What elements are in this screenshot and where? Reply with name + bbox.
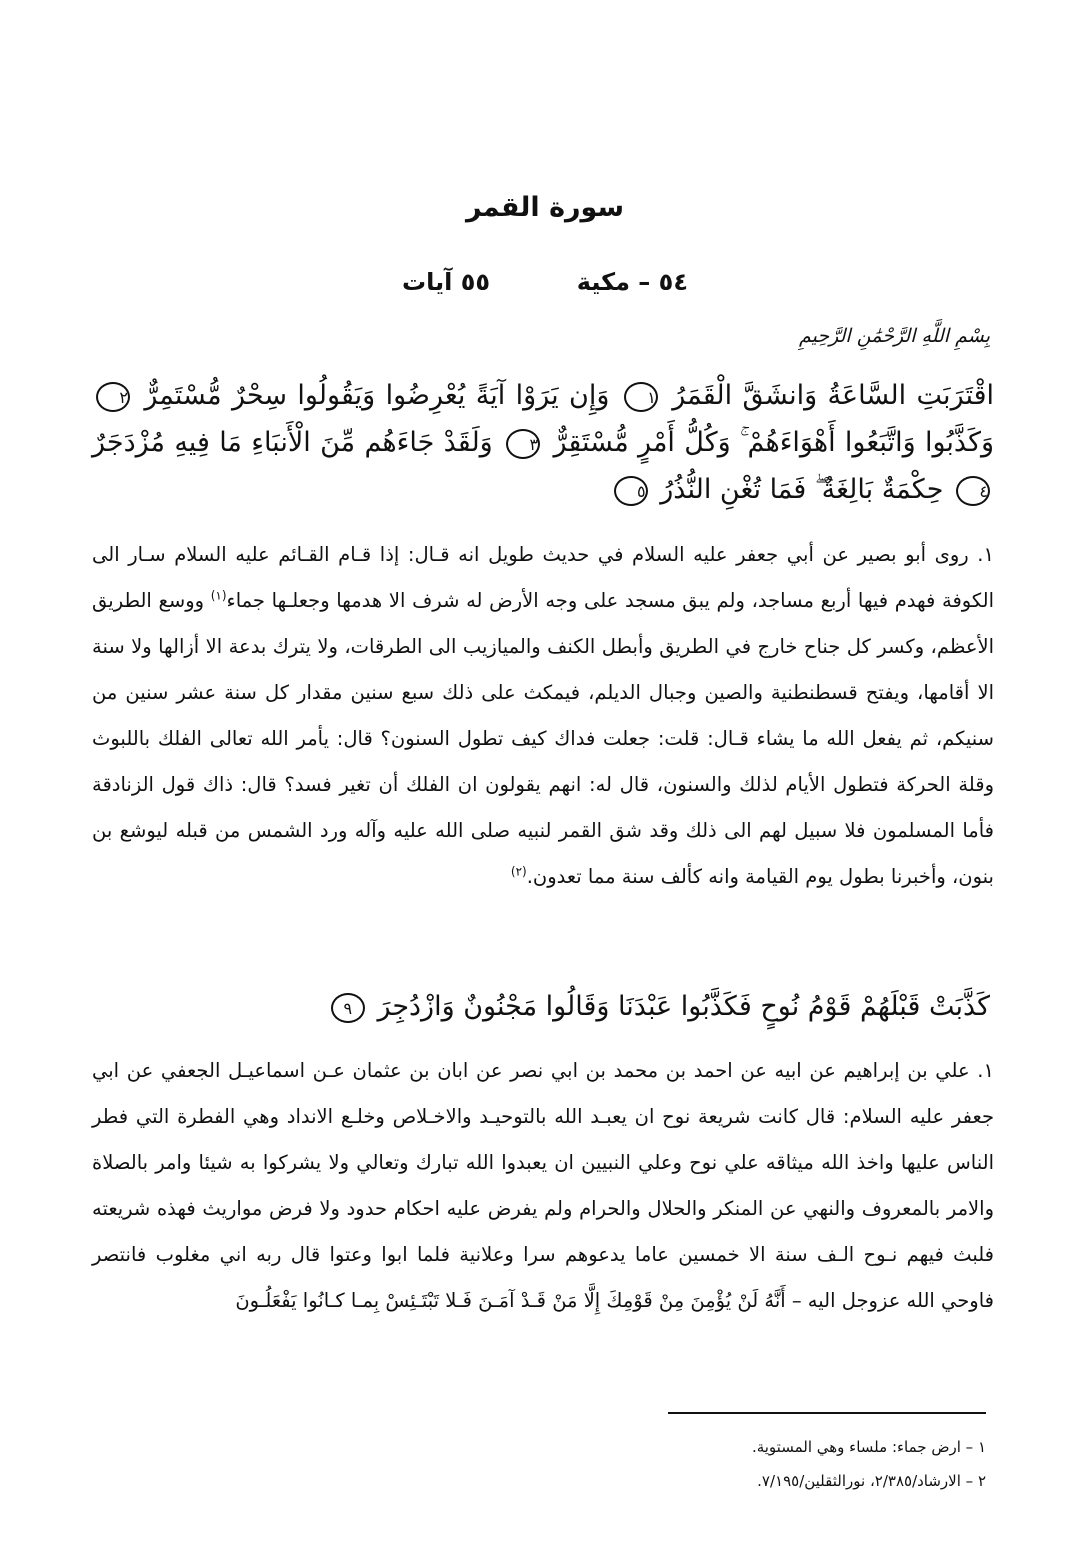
footnote-1: ١ – ارض جماء: ملساء وهي المستوية. <box>751 1438 986 1456</box>
commentary-paragraph-2: ١. علي بن إبراهيم عن ابيه عن احمد بن محمد بن ابي نصر عن ابان بن عثمان عـن اسماعيـل الجعفي عن ابي جعفر عليه السلام: قال كانت شريعة نوح ان يعبـد الله بالتوحيـد والاخـلاص وخلـع الانداد وهي الفطرة التي فطر الناس عليها واخذ الله ميثاقه علي نوح وعلي النبيين ان يعبدوا الله تبارك وتعالي ولا يشركوا به شيئا وامر بالصلاة والامر بالمعروف والنهي عن المنكر والحلال والحرام ولم يفرض عليه احكام حدود ولا فرض مواريث فهذه شريعته فلبث فيهم نـوح الـف سنة الا خمسين عاما يدعوهم سرا وعلانية فلما ابوا وعتوا قال ربه اني مغلوب فانتصر فاوحي الله عزوجل اليه – أَنَّهُ لَنْ يُؤْمِنَ مِنْ قَوْمِكَ إِلَّا مَنْ قَـدْ آمَـنَ فَـلا تَبْتَـئِسْ بِمـا كـانُوا يَفْعَلُـونَ <box>92 1059 994 1312</box>
verse-text: كَذَّبَتْ قَبْلَهُمْ قَوْمُ نُوحٍ فَكَذَّبُوا عَبْدَنَا وَقَالُوا مَجْنُونٌ وَازْدُجِرَ <box>377 991 990 1022</box>
verse-text: وَكَذَّبُوا وَاتَّبَعُوا أَهْوَاءَهُمْ ۚ وَكُلُّ أَمْرٍ مُّسْتَقِرٌّ <box>553 427 994 458</box>
ayah-number: ٣ <box>506 429 540 459</box>
verse-text: وَلَقَدْ جَاءَهُم مِّنَ الْأَنبَاءِ مَا فِيهِ مُزْدَجَرٌ <box>92 427 493 458</box>
ayah-number: ٥ <box>614 476 648 506</box>
commentary-paragraph-1 <box>92 532 994 900</box>
surah-meta <box>0 268 1090 296</box>
verse-text: اقْتَرَبَتِ السَّاعَةُ وَانشَقَّ الْقَمَرُ <box>672 380 995 411</box>
commentary-text: ووسع الطريق الأعظم، وكسر كل جناح خارج في الطريق وأبطل الكنف والميازيب الى الطرقات، ولا يترك بدعة الا أزالها ولا سنة الا أقامها، ويفتح قسطنطنية والصين وجبال الديلم، فيمكث على ذلك سبع سنين مقدار كل سنة عشر سنين من سنيكم، ثم يفعل الله ما يشاء قـال: قلت: جعلت فداك كيف تطول السنون؟ قال: يأمر الله تعالى الفلك باللبوث وقلة الحركة فتطول الأيام لذلك والسنون، قال له: انهم يقولون ان الفلك أن تغير فسد؟ قال: ذاك قول الزنادقة فأما المسلمون فلا سبيل لهم الى ذلك وقد شق القمر لنبيه صلى الله عليه وآله ورد الشمس من قبله ليوشع بن بنون، وأخبرنا بطول يوم القيامة وانه كألف سنة مما تعدون. <box>92 589 994 888</box>
footnote-ref-1[interactable]: (١) <box>210 588 227 603</box>
ayah-number: ١ <box>624 382 658 412</box>
surah-ayat-label: ٥٥ آيات <box>402 268 491 296</box>
commentary-text: ١. روى أبو بصير عن أبي جعفر عليه السلام في حديث طويل انه قـال: إذا قـام القـائم عليه السلام سـار الى الكوفة فهدم فيها أربع مساجد، ولم يبق مسجد على وجه الأرض له شرف الا هدمها وجعلـها جماء <box>92 543 995 612</box>
ayah-number: ٩ <box>331 993 365 1023</box>
surah-title: سورة القمر <box>465 192 625 223</box>
footnote-ref-2[interactable]: (٢) <box>510 864 527 879</box>
quran-verses-1-5 <box>92 372 994 513</box>
ayah-number: ٤ <box>956 476 990 506</box>
quran-verse-9 <box>92 982 990 1032</box>
footnote-divider <box>668 1412 986 1414</box>
basmala: بِسْمِ اللَّهِ الرَّحْمَٰنِ الرَّحِيمِ <box>799 325 990 347</box>
footnotes <box>100 1430 986 1498</box>
footnote-2: ٢ – الارشاد/٢/٣٨٥، نورالثقلين/٧/١٩٥. <box>757 1472 986 1490</box>
ayah-number: ٢ <box>96 382 130 412</box>
verse-text: وَإِن يَرَوْا آيَةً يُعْرِضُوا وَيَقُولُوا سِحْرٌ مُّسْتَمِرٌّ <box>144 380 610 411</box>
verse-text: حِكْمَةٌ بَالِغَةٌ ۖ فَمَا تُغْنِ النُّذُرُ <box>660 474 944 505</box>
surah-number-label: ٥٤ – مكية <box>576 268 688 296</box>
